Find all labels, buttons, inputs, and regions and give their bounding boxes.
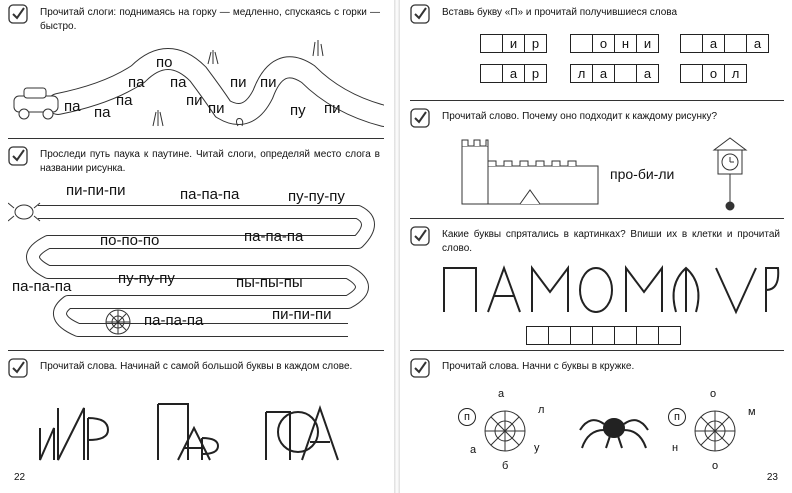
- web-icon: [480, 406, 530, 456]
- car-icon: [14, 88, 58, 119]
- answer-cell[interactable]: [526, 326, 549, 345]
- checkmark-icon: [8, 358, 28, 378]
- checkmark-icon: [410, 4, 430, 24]
- split-word: про-би-ли: [610, 166, 675, 182]
- web-letter: н: [672, 442, 679, 454]
- letter-cell[interactable]: [480, 64, 503, 83]
- letter-cell[interactable]: [570, 34, 593, 53]
- letter-cell: н: [614, 34, 637, 53]
- web-letter: л: [538, 404, 545, 416]
- syllable-group: пу-пу-пу: [118, 270, 175, 287]
- syllable: пу: [290, 102, 306, 119]
- fortress-icon: [460, 136, 600, 208]
- task-hidden-letters: [410, 226, 784, 346]
- answer-cell[interactable]: [658, 326, 681, 345]
- left-page: [0, 0, 392, 493]
- letter-cell: р: [524, 64, 547, 83]
- letter-cell: л: [570, 64, 593, 83]
- task-big-letters: [8, 358, 384, 478]
- web-word-2: [668, 388, 768, 478]
- syllable-group: па-па-па: [180, 186, 240, 203]
- letter-cell: и: [502, 34, 525, 53]
- task-circle-start: [410, 358, 784, 478]
- task-slopes: [8, 4, 384, 132]
- syllable-group: па-па-па: [144, 312, 204, 329]
- checkmark-icon: [410, 108, 430, 128]
- syllable: па: [116, 92, 133, 109]
- answer-cell[interactable]: [548, 326, 571, 345]
- syllable: па: [170, 74, 187, 91]
- right-page: [402, 0, 792, 493]
- syllable-group: по-по-по: [100, 232, 160, 249]
- divider: [8, 350, 384, 351]
- letter-words: [28, 398, 358, 468]
- web-letter: а: [470, 444, 477, 456]
- task-instruction: Какие буквы спрятались в картинках? Впиши их в клетки и прочитай слово.: [442, 229, 780, 254]
- task-instruction: Вставь букву «П» и прочитай получившиеся слова: [442, 7, 678, 18]
- page-number: 22: [14, 472, 26, 483]
- letter-cell: о: [592, 34, 615, 53]
- syllable-group: пы-пы-пы: [236, 274, 303, 291]
- web-icon: [106, 310, 130, 334]
- web-icon: [690, 406, 740, 456]
- divider: [410, 100, 784, 101]
- letter-cell: а: [592, 64, 615, 83]
- syllable: па: [64, 98, 81, 115]
- letter-cell[interactable]: [724, 34, 747, 53]
- web-word-1: [458, 388, 558, 478]
- letter-cell[interactable]: [680, 34, 703, 53]
- answer-cell[interactable]: [570, 326, 593, 345]
- checkmark-icon: [8, 146, 28, 166]
- web-letter: м: [748, 406, 756, 418]
- letter-cell[interactable]: [614, 64, 637, 83]
- book-gutter: [394, 0, 400, 493]
- task-instruction: Прочитай слово. Почему оно подходит к каждому рисунку?: [442, 111, 718, 122]
- syllable: пи: [230, 74, 247, 91]
- task-instruction: Прочитай слова. Начни с буквы в кружке.: [442, 361, 635, 372]
- letter-cell: а: [502, 64, 525, 83]
- syllable-group: пи-пи-пи: [272, 306, 332, 323]
- syllable-group: пи-пи-пи: [66, 182, 126, 199]
- letter-cell: л: [724, 64, 747, 83]
- divider: [410, 218, 784, 219]
- letter-cell: о: [702, 64, 725, 83]
- syllable: па: [128, 74, 145, 91]
- answer-cell[interactable]: [592, 326, 615, 345]
- divider: [8, 138, 384, 139]
- syllable-group: па-па-па: [12, 278, 72, 295]
- web-letter: б: [502, 460, 509, 472]
- checkmark-icon: [8, 4, 28, 24]
- task-spider-path: [8, 146, 384, 342]
- syllable: пи: [186, 92, 203, 109]
- cuckoo-clock-icon: [710, 136, 750, 216]
- syllable: пи: [208, 100, 225, 117]
- web-letter: о: [712, 460, 719, 472]
- syllable: пи: [324, 100, 341, 117]
- letter-cell: р: [524, 34, 547, 53]
- letter-cell: а: [746, 34, 769, 53]
- web-letter: у: [534, 442, 540, 454]
- syllable: пи: [260, 74, 277, 91]
- syllable: по: [156, 54, 173, 71]
- syllable-group: па-па-па: [244, 228, 304, 245]
- letter-cell[interactable]: [680, 64, 703, 83]
- spider-icon: [576, 408, 652, 454]
- task-instruction: Проследи путь паука к паутине. Читай слоги, определяй место слога в названии рисунка.: [40, 149, 380, 174]
- web-letter: о: [710, 388, 717, 400]
- answer-cell[interactable]: [636, 326, 659, 345]
- task-instruction: Прочитай слова. Начинай с самой большой буквы в каждом слове.: [40, 361, 353, 372]
- letter-cell: а: [702, 34, 725, 53]
- spider-icon: [8, 203, 40, 221]
- picture-letters: [440, 264, 780, 316]
- syllable: па: [94, 104, 111, 121]
- syllable-group: пу-пу-пу: [288, 188, 345, 205]
- web-letter: а: [498, 388, 505, 400]
- checkmark-icon: [410, 226, 430, 246]
- answer-cell[interactable]: [614, 326, 637, 345]
- task-instruction: Прочитай слоги: поднимаясь на горку — медленно, спускаясь с горки — быстро.: [40, 7, 380, 32]
- task-insert-letter: [410, 4, 784, 94]
- start-letter-circle: п: [458, 408, 476, 426]
- letter-cell: а: [636, 64, 659, 83]
- task-word-meaning: [410, 108, 784, 218]
- page-number: 23: [766, 472, 778, 483]
- divider: [410, 350, 784, 351]
- checkmark-icon: [410, 358, 430, 378]
- letter-cell: и: [636, 34, 659, 53]
- letter-cell[interactable]: [480, 34, 503, 53]
- start-letter-circle: п: [668, 408, 686, 426]
